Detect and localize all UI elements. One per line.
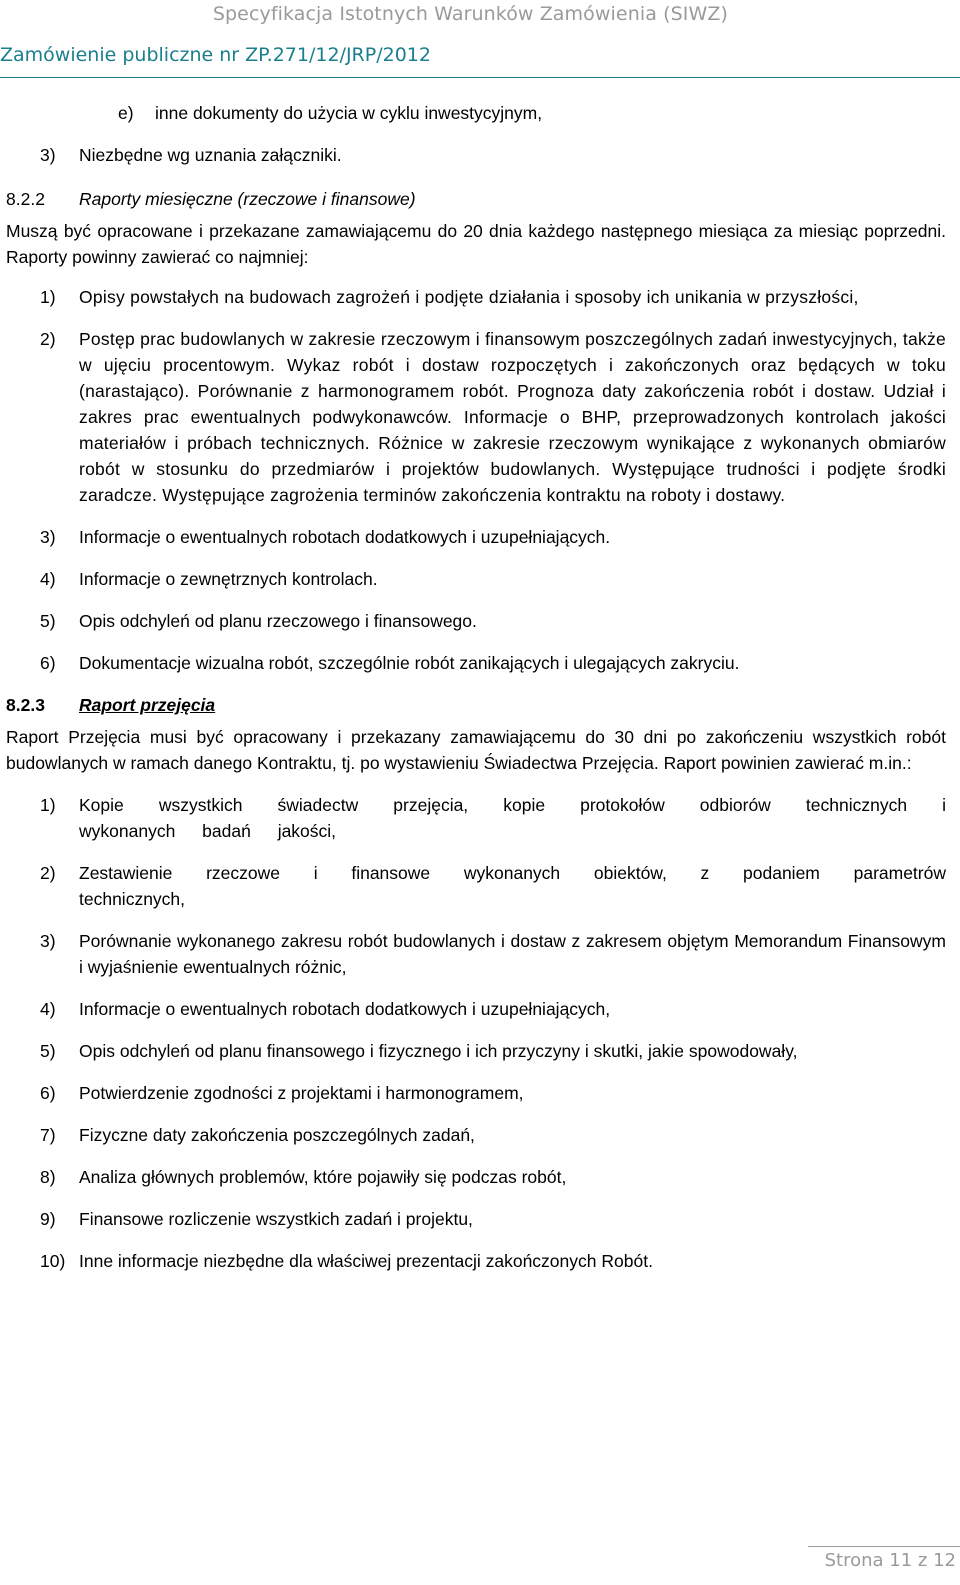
list-item-text: Opis odchyleń od planu rzeczowego i finansowego.: [79, 611, 477, 631]
list-item: [6, 1080, 946, 1106]
list-item-text: Postęp prac budowlanych w zakresie rzeczowym i finansowym poszczególnych zadań inwestycyjnych, także w ujęciu procentowym. Wykaz robót i dostaw rozpoczętych i zakończonych oraz będących w toku (narastająco). Porównanie z harmonogramem robót. Prognoza daty zakończenia robót i dostaw. Udział i zakres prac ewentualnych podwykonawców. Informacje o BHP, przeprowadzonych kontrolach jakości materiałów i próbach technicznych. Różnice w zakresie rzeczowym wynikające z wykonanych obmiarów robót w stosunku do przedmiarów i projektów budowlanych. Występujące trudności i podjęte środki zaradcze. Występujące zagrożenia terminów zakończenia kontraktu na roboty i dostawy.: [79, 329, 946, 505]
list-item-number: 10): [40, 1251, 66, 1271]
list-item-text: Zestawienie rzeczowe i finansowe wykonanych obiektów, z podaniem parametrów technicznych,: [79, 863, 946, 909]
section-heading-8-2-3: [6, 692, 946, 718]
list-item-text: Niezbędne wg uznania załączniki.: [79, 145, 342, 165]
list-item: [6, 996, 946, 1022]
list-item-number: e): [118, 103, 134, 123]
list-item: [6, 524, 946, 550]
list-item-number: 3): [40, 931, 56, 951]
section-intro: Muszą być opracowane i przekazane zamawiającemu do 20 dnia każdego następnego miesiąca za miesiąc poprzedni. Raporty powinny zawierać co najmniej:: [6, 221, 946, 267]
list-item-number: 4): [40, 569, 56, 589]
page-number: Strona 11 z 12: [824, 1550, 956, 1571]
list-item-number: 7): [40, 1125, 56, 1145]
list-item: [6, 326, 946, 508]
list-item-text: Analiza głównych problemów, które pojawiły się podczas robót,: [79, 1167, 567, 1187]
list-item: [6, 1248, 946, 1274]
list-item-text: Inne informacje niezbędne dla właściwej prezentacji zakończonych Robót.: [79, 1251, 653, 1271]
list-item: [6, 142, 946, 168]
list-item-number: 9): [40, 1209, 56, 1229]
list-item-text: Kopie wszystkich świadectw przejęcia, kopie protokołów odbiorów technicznych i wykonanych badań jakości,: [79, 795, 946, 841]
section-number: 8.2.2: [6, 189, 45, 209]
list-item: [6, 100, 946, 126]
list-item: [6, 608, 946, 634]
list-item-number: 6): [40, 653, 56, 673]
header-divider: [0, 77, 960, 78]
list-item-text: Opis odchyleń od planu finansowego i fizycznego i ich przyczyny i skutki, jakie spowodowały,: [79, 1041, 798, 1061]
section-title: Raporty miesięczne (rzeczowe i finansowe): [79, 189, 416, 209]
section-number: 8.2.3: [6, 695, 45, 715]
list-item-text: Potwierdzenie zgodności z projektami i harmonogramem,: [79, 1083, 524, 1103]
section-intro: Raport Przejęcia musi być opracowany i przekazany zamawiającemu do 30 dni po zakończeniu wszystkich robót budowlanych w ramach danego Kontraktu, tj. po wystawieniu Świadectwa Przejęcia. Raport powinien zawierać m.in.:: [6, 727, 946, 773]
list-item-text: Informacje o zewnętrznych kontrolach.: [79, 569, 378, 589]
list-item: [6, 860, 946, 912]
list-item-number: 8): [40, 1167, 56, 1187]
list-item-text: Informacje o ewentualnych robotach dodatkowych i uzupełniających,: [79, 999, 611, 1019]
section-heading-8-2-2: [6, 186, 946, 212]
list-item: [6, 792, 946, 844]
list-item: [6, 1206, 946, 1232]
document-body: [6, 100, 946, 1290]
page-header: [0, 0, 960, 78]
list-item-text: Finansowe rozliczenie wszystkich zadań i projektu,: [79, 1209, 473, 1229]
list-item-number: 3): [40, 527, 56, 547]
list-item: [6, 284, 946, 310]
list-item-number: 5): [40, 1041, 56, 1061]
list-item-text: Porównanie wykonanego zakresu robót budowlanych i dostaw z zakresem objętym Memorandum Finansowym i wyjaśnienie ewentualnych różnic,: [79, 931, 946, 977]
list-item-text: Informacje o ewentualnych robotach dodatkowych i uzupełniających.: [79, 527, 611, 547]
list-item: [6, 1038, 946, 1064]
list-item-number: 3): [40, 145, 56, 165]
list-item-text: inne dokumenty do użycia w cyklu inwestycyjnym,: [155, 103, 543, 123]
document-title: Specyfikacja Istotnych Warunków Zamówienia (SIWZ): [212, 3, 728, 25]
order-number: Zamówienie publiczne nr ZP.271/12/JRP/2012: [0, 44, 431, 66]
list-item-text: Fizyczne daty zakończenia poszczególnych zadań,: [79, 1125, 475, 1145]
list-item-number: 1): [40, 287, 56, 307]
list-item: [6, 650, 946, 676]
list-item-number: 4): [40, 999, 56, 1019]
list-item: [6, 1122, 946, 1148]
list-item: [6, 1164, 946, 1190]
list-item: [6, 928, 946, 980]
list-item-text: Dokumentacje wizualna robót, szczególnie robót zanikających i ulegających zakryciu.: [79, 653, 740, 673]
list-item-number: 2): [40, 863, 56, 883]
list-item-number: 5): [40, 611, 56, 631]
list-item-number: 2): [40, 329, 56, 349]
section-title: Raport przejęcia: [79, 695, 216, 715]
list-item-number: 6): [40, 1083, 56, 1103]
list-item-text: Opisy powstałych na budowach zagrożeń i podjęte działania i sposoby ich unikania w przyszłości,: [79, 287, 859, 307]
list-item-number: 1): [40, 795, 56, 815]
list-item: [6, 566, 946, 592]
